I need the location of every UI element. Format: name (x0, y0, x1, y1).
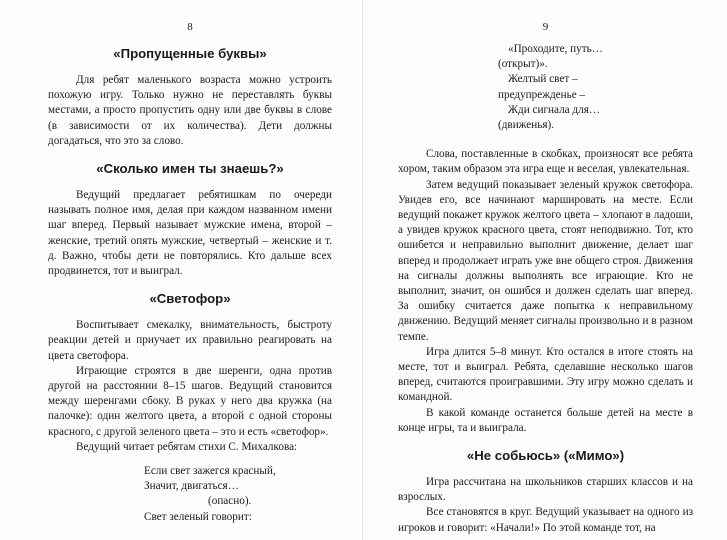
paragraph: Ведущий предлагает ребятишкам по очереди называть полное имя, делая при каждом названном имени шаг вперед. Первый называет мужские имена, второй – женские, третий опять мужские, четвертый – женские и т. д. Важно, чтобы дети не повторялись. Кто дальше всех продвинется, тот и выиграл. (48, 189, 332, 278)
page-number: 8 (187, 21, 193, 33)
poem-line: Жди сигнала для… (508, 103, 601, 116)
poem-line: Свет зеленый говорит: (144, 510, 252, 523)
poem-line: Если свет зажегся красный, (144, 465, 276, 478)
paragraph: Ведущий читает ребятам стихи С. Михалкова: (76, 440, 298, 453)
paragraph: Затем ведущий показывает зеленый кружок светофора. Увидев его, все начинают маршировать на месте. Если ведущий покажет кружок желтого цвета – хлопают в ладоши, а увидев кружок красного цвета, стоят неподвижно. Тот, кто ошибется и неправильно выполнит движение, делает шаг вперед и продолжает играть уже вне общего строя. Движения на сигналы должны выполнять все играющие. Кто не выполнит, значит, он ошибся и должен сделать шаг вперед. За ошибку считается даже попытка к неправильному движению. Ведущий меняет сигналы произвольно и в разном темпе. (398, 178, 693, 343)
poem-line: Значит, двигаться… (144, 480, 239, 493)
poem (48, 464, 332, 525)
paragraph: Слова, поставленные в скобках, произносят все ребята хором, таким образом эта игра еще и веселая, увлекательная. (398, 148, 693, 176)
paragraph: Воспитывает смекалку, внимательность, быстроту реакции детей и приучает их правильно реагировать на цвета светофора. (48, 319, 332, 362)
paragraph: Игра рассчитана на школьников старших классов и на взрослых. (398, 476, 693, 504)
paragraph: Игра длится 5–8 минут. Кто остался в итоге стоять на месте, тот и выиграл. Ребята, сделавшие несколько шагов вперед, считаются проигравшими. Эту игру можно сделать и командной. (398, 345, 693, 404)
paragraph: Играющие строятся в две шеренги, одна против другой на расстоянии 8–15 шагов. Ведущий становится между шеренгами сбоку. В руках у него два кружка (на палочке): один желтого цвета, а второй с одной стороны красного, с другой зеленого цвета – это и есть «светофор». (48, 364, 332, 438)
poem-line: «Проходите, путь… (508, 43, 603, 55)
poem-line: Желтый свет – (508, 73, 578, 86)
paragraph: Все становятся в круг. Ведущий указывает на одного из игроков и говорит: «Начали!» По этой команде тот, на (398, 506, 693, 534)
poem (398, 42, 693, 133)
right-page (362, 0, 727, 540)
poem-line: (опасно). (208, 495, 252, 508)
paragraph: Для ребят маленького возраста можно устроить похожую игру. Только нужно не переставлять буквы местами, а просто пропустить одну или две буквы в слове (в зависимости от их количества). Дети должны догадаться, что это за слово. (48, 74, 332, 147)
section-heading: «Сколько имен ты знаешь?» (96, 161, 284, 177)
page-number: 9 (542, 21, 549, 33)
section-heading: «Светофор» (149, 291, 231, 307)
poem-line: предупрежденье – (498, 88, 586, 101)
paragraph: В какой команде останется больше детей на месте в конце игры, та и выиграла. (398, 406, 693, 434)
poem-line: (открыт)». (498, 58, 548, 71)
poem-line: (движенья). (498, 119, 554, 132)
left-page (0, 0, 362, 540)
section-heading: «Не собьюсь» («Мимо») (466, 448, 625, 464)
section-heading: «Пропущенные буквы» (113, 46, 267, 61)
